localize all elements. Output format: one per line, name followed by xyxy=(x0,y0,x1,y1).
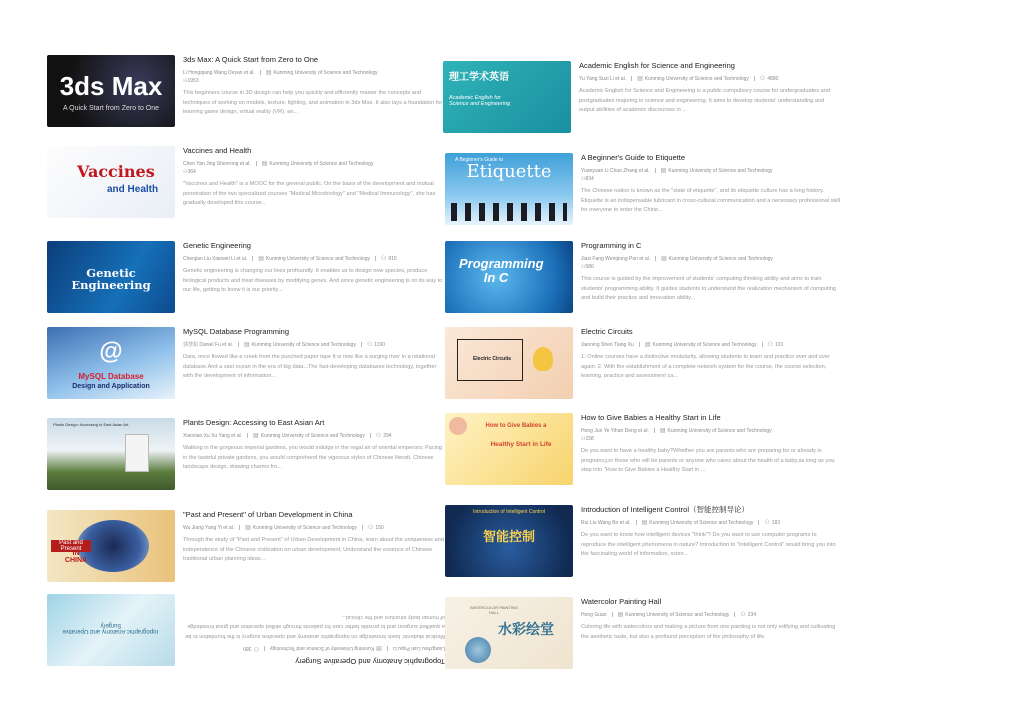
course-meta xyxy=(183,255,445,263)
course-thumbnail[interactable] xyxy=(443,61,571,133)
course-title[interactable]: "Past and Present" of Urban Development in China xyxy=(183,510,353,519)
course-description: Do you want to have a healthy baby?Whether you are parents who are preparing for or already in pregnancy,or those who will be parents or anyone who cares about the health of a baby,as long as you step into "How to Give Babies a Healthy Start in ... xyxy=(581,448,835,473)
thumbnail-title: Programming In C xyxy=(459,256,544,285)
thumbnail-title: 智能控制 xyxy=(482,530,535,545)
course-teachers: Liangzhou Lian Pupu Li xyxy=(392,645,445,651)
university-icon: ▤ xyxy=(261,161,268,167)
course-teachers: Chen Yan Jing Shenrong et al. xyxy=(183,161,251,167)
divider xyxy=(370,433,371,438)
university-icon: ▤ xyxy=(637,76,643,82)
course-card-topographic-anatomy[interactable] xyxy=(47,594,447,674)
course-meta xyxy=(183,524,445,532)
course-title[interactable]: Academic English for Science and Engineering xyxy=(579,61,735,70)
person-icon: ⚇ xyxy=(581,436,586,442)
thumbnail-title: Vaccines xyxy=(77,162,155,181)
person-icon: ⚇ xyxy=(764,520,770,526)
thumbnail-subtitle: and Health xyxy=(107,184,159,195)
course-thumbnail[interactable] xyxy=(445,153,573,225)
thumbnail-title: 3ds Max xyxy=(59,71,163,101)
divider xyxy=(636,520,637,525)
enrolled-count: ⚇364 xyxy=(183,169,196,175)
course-teachers: 郭慧娟 Daniel Fu et al. xyxy=(183,342,234,348)
person-icon: ⚇ xyxy=(581,176,586,182)
course-title[interactable]: MySQL Database Programming xyxy=(183,327,290,336)
course-thumbnail[interactable] xyxy=(47,510,175,582)
course-title[interactable]: Programming in C xyxy=(581,241,642,250)
university-icon: ▤ xyxy=(659,428,666,434)
divider xyxy=(655,168,656,173)
course-university: Kunming University of Science and Technology xyxy=(668,256,773,262)
course-title[interactable]: Electric Circuits xyxy=(581,327,633,336)
enrolled-count: 380 xyxy=(243,645,252,651)
enrolled-count: ⚇158 xyxy=(581,436,594,442)
lightbulb-icon xyxy=(533,347,553,371)
course-teachers: Rui Liu Wang Bo et al. xyxy=(581,520,631,526)
enrolled-count: ⚇834 xyxy=(581,176,594,182)
course-teachers: Chenjian Liu Xiaowei Li et al. xyxy=(183,256,248,262)
course-thumbnail[interactable] xyxy=(47,241,175,313)
divider xyxy=(387,646,388,651)
university-icon: ▤ xyxy=(265,70,272,76)
course-title[interactable]: Genetic Engineering xyxy=(183,241,251,250)
enrolled-count: 1190 xyxy=(374,342,385,348)
course-card-programming-c[interactable] xyxy=(445,241,845,321)
thumbnail-title: Genetic Engineering xyxy=(71,266,151,293)
thumbnail-title: Plants Design: Accessing to East Asian Art xyxy=(53,422,129,427)
course-title[interactable]: Plants Design: Accessing to East Asian Art xyxy=(183,418,325,427)
course-card-genetic-engineering[interactable] xyxy=(47,241,447,321)
person-icon: ⚇ xyxy=(740,612,746,618)
course-thumbnail[interactable] xyxy=(47,55,175,127)
thumbnail-subtitle: Introduction of Intelligent Control xyxy=(473,509,545,515)
person-icon: ⚇ xyxy=(366,342,373,348)
divider xyxy=(247,433,248,438)
person-icon: ⚇ xyxy=(759,76,766,82)
course-thumbnail[interactable] xyxy=(47,418,175,490)
course-description: Genetic engineering is changing our lives profoundly. It enables us to design new species, produce biological products and treat diseases by modifying genes. And since genetic engineering is on its way to our life, getting to know it is our priority... xyxy=(183,268,443,293)
divider xyxy=(758,520,759,525)
divider xyxy=(264,646,265,651)
course-meta xyxy=(581,255,843,263)
course-card-mysql[interactable] xyxy=(47,327,447,407)
university-icon: ▤ xyxy=(244,342,250,348)
course-title[interactable]: How to Give Babies a Healthy Start in Life xyxy=(581,413,721,422)
person-icon: ⚇ xyxy=(375,433,382,439)
course-thumbnail[interactable] xyxy=(47,146,175,218)
people-figures xyxy=(451,203,567,221)
course-thumbnail[interactable] xyxy=(47,327,175,399)
thumbnail-title: How to Give Babies a xyxy=(485,423,547,429)
course-card-urban-development[interactable] xyxy=(47,510,447,590)
course-university: Kunming University of Science and Technology xyxy=(625,612,730,618)
course-meta xyxy=(183,69,445,77)
course-teachers: Wu Jiang Yang Yi et al. xyxy=(183,525,235,531)
course-description: This course is guided by the improvement of students' computing thinking ability and aims to train students' programming ability. It guides students to understand the realization mechanism of computing and build their practice and innovation ability... xyxy=(581,276,836,301)
divider xyxy=(260,70,261,75)
course-meta xyxy=(581,341,843,349)
course-university: Kunming University of Science and Technology xyxy=(269,645,375,651)
flower-image xyxy=(465,637,491,663)
course-university: Kunming University of Science and Technology xyxy=(269,161,374,167)
course-description: Coloring life with watercolors and making a picture from one painting is not only edifying and cultivating the aesthetic taste, but also a profound perception of the philosophy of life. xyxy=(581,624,836,640)
divider xyxy=(375,256,376,261)
course-card-plants-design[interactable] xyxy=(47,418,447,498)
course-card-vaccines[interactable] xyxy=(47,146,447,226)
course-description: 1. Online courses have a distinctive modularity, allowing students to learn and practice over and over again. 2. With the establishment of a complete network system for the course, the course selection, learning, practice and assessment ca... xyxy=(581,354,830,379)
thumbnail-title: Electric Circuits xyxy=(472,356,512,362)
course-university: Kunming University of Science and Technology xyxy=(251,342,356,348)
divider xyxy=(655,256,656,261)
course-title[interactable]: A Beginner's Guide to Etiquette xyxy=(581,153,686,162)
course-thumbnail[interactable] xyxy=(445,327,573,399)
divider xyxy=(639,342,640,347)
thumbnail-title: Past and Present xyxy=(51,540,91,552)
thumbnail-subtitle: A Quick Start from Zero to One xyxy=(62,105,160,112)
university-icon: ▤ xyxy=(376,645,382,651)
course-card-etiquette[interactable] xyxy=(445,153,845,233)
divider xyxy=(754,76,755,81)
course-meta xyxy=(581,167,843,175)
course-card-3ds-max[interactable] xyxy=(47,55,447,135)
course-description: "Vaccines and Health" is a MOOC for the general public. On the basis of the development and mutual penetration of the two specialized courses "Medical Microbiology" and "Medical Immunology", she has gradually developed this course... xyxy=(183,181,436,206)
course-meta xyxy=(581,519,843,527)
course-teachers: Li Hongqiang Wang Deyan et al. xyxy=(183,70,255,76)
course-title[interactable]: Topographic Anatomy and Operative Surgery xyxy=(295,657,445,666)
course-meta xyxy=(581,427,843,435)
enrolled-count: 234 xyxy=(747,612,757,618)
course-thumbnail[interactable] xyxy=(445,241,573,313)
thumbnail-title: MySQL Database xyxy=(78,372,144,381)
enrolled-count: 150 xyxy=(375,525,384,531)
person-icon: ⚇ xyxy=(581,264,586,270)
divider xyxy=(734,612,735,617)
university-icon: ▤ xyxy=(258,256,264,262)
enrolled-count: ⚇1953 xyxy=(183,78,199,84)
course-description: Academic English for Science and Engineering is a public compulsory course for undergraduates and postgraduates majoring in science and engineering. It aims to develop students' understanding and output abilities of academic discourses in ... xyxy=(579,88,830,113)
thumbnail-subtitle: IN CHINA xyxy=(64,550,88,564)
course-card-healthy-babies[interactable] xyxy=(445,413,845,493)
course-university: Kunming University of Science and Technology xyxy=(667,428,772,434)
university-icon: ▤ xyxy=(644,342,651,348)
course-teachers: Yuanyuan Li Chao Zhang et al. xyxy=(581,168,650,174)
thumbnail-subtitle: Design and Application xyxy=(72,383,150,390)
course-university: Kunming University of Science and Technology xyxy=(273,70,378,76)
divider xyxy=(762,342,763,347)
course-description: Through the study of "Past and Present" of Urban Development in China, learn about the uniqueness and independence of the Chinese civilization on urban development; Understand the essence of Chinese traditional urban planning ideas... xyxy=(183,537,444,562)
divider xyxy=(631,76,632,81)
course-title[interactable]: 3ds Max: A Quick Start from Zero to One xyxy=(183,55,319,64)
course-description: Do you want to know how intelligent devices "think"? Do you want to use computer programs to reproduce the intelligent phenomena in nature? Introduction to "Intelligent Control" would bring you into the fascinating world of information, scien... xyxy=(581,532,836,557)
divider xyxy=(362,525,363,530)
course-teachers: Yu Yang Suzi Li et al. xyxy=(579,76,627,82)
course-thumbnail[interactable] xyxy=(445,597,573,669)
enrolled-count: 4880 xyxy=(767,76,779,82)
thumbnail-title: Etiquette xyxy=(466,161,552,182)
baby-image xyxy=(449,417,467,435)
person-icon: ⚇ xyxy=(367,525,374,531)
course-title[interactable]: Watercolor Painting Hall xyxy=(581,597,662,606)
thumbnail-title: 理工学术英语 xyxy=(449,72,509,83)
thumbnail-subtitle: WATERCOLOR PAINTING HALL xyxy=(470,605,518,615)
divider xyxy=(654,428,655,433)
person-icon: ⚇ xyxy=(253,645,259,651)
divider xyxy=(612,612,613,617)
course-meta xyxy=(183,432,445,440)
university-icon: ▤ xyxy=(253,433,259,439)
course-university: Kunming University of Science and Technology xyxy=(644,76,749,82)
person-icon: ⚇ xyxy=(381,256,387,262)
course-meta xyxy=(183,341,445,349)
divider xyxy=(256,161,257,166)
divider xyxy=(239,525,240,530)
enrolled-count: ⚇580 xyxy=(581,264,594,270)
course-teachers: Hong Guan xyxy=(581,612,607,618)
course-card-academic-english[interactable] xyxy=(443,61,843,141)
course-meta xyxy=(579,75,841,83)
course-description: This beginners course in 3D design can help you quickly and efficiently master the concepts and techniques of working on models, texture, lighting, and animation in 3ds Max. It also lays a foundation for learning game design, virtual reality (VR), an... xyxy=(183,90,443,115)
university-icon: ▤ xyxy=(641,520,648,526)
person-icon: ⚇ xyxy=(183,78,188,84)
course-title[interactable]: Vaccines and Health xyxy=(183,146,252,155)
enrolled-count: 915 xyxy=(388,256,397,262)
course-meta xyxy=(183,644,445,652)
course-description: Data, once flowed like a creek from the punched paper tape It is now like a surging river in a relational database.And a vast ocean in the era of big data...The fast-developing databases technology, together with the development of information... xyxy=(183,354,437,379)
university-icon: ▤ xyxy=(245,525,251,531)
course-title[interactable]: Introduction of Intelligent Control（智能控制导论） xyxy=(581,505,749,514)
thumbnail-subtitle: Healthy Start in Life xyxy=(490,441,552,448)
divider xyxy=(238,342,239,347)
course-university: Kunming University of Science and Technology xyxy=(265,256,371,262)
course-description: The Chinese nation is known as the "state of etiquette", and its etiquette culture has a long history. Etiquette is an indispensable lubricant in cross-cultural communication and a necessary professional skill for everyone to enter the Chine... xyxy=(581,188,840,213)
course-description: Medical students' basic knowledge on topographic anatomy and operative surgery is the foundation to be a qualified surgeon and to provide better care for patients through skilled operation and great knowledge of human body structure and the clinical... xyxy=(185,614,445,639)
university-icon: ▤ xyxy=(660,168,667,174)
divider xyxy=(252,256,253,261)
pagoda-icon xyxy=(125,434,149,472)
course-meta xyxy=(183,160,445,168)
thumbnail-title: 水彩绘堂 xyxy=(498,622,554,638)
course-teachers: Hong Jun Ye Yihan Deng et al. xyxy=(581,428,649,434)
course-university: Kunming University of Science and Technology xyxy=(252,525,357,531)
course-card-electric-circuits[interactable] xyxy=(445,327,845,407)
enrolled-count: 183 xyxy=(771,520,781,526)
course-teachers: Xiaoxiao Xu Xu Yang et al. xyxy=(183,433,243,439)
enrolled-count: 294 xyxy=(383,433,392,439)
course-meta xyxy=(581,611,843,619)
enrolled-count: 101 xyxy=(775,342,784,348)
university-icon: ▤ xyxy=(617,612,624,618)
person-icon: ⚇ xyxy=(767,342,774,348)
divider xyxy=(361,342,362,347)
course-thumbnail[interactable] xyxy=(47,594,175,666)
course-thumbnail[interactable] xyxy=(445,505,573,577)
university-icon: ▤ xyxy=(661,256,667,262)
thumbnail-subtitle: Academic English for Science and Engineering xyxy=(449,95,511,107)
flipped-course-info xyxy=(183,594,445,666)
database-icon: @ xyxy=(99,338,123,365)
course-description: Walking in the gorgeous imperial gardens, you would indulge in the regal air of oriental emperors; Pacing in the tasteful private gardens, you would comprehend the vigorous styles of Chinese literati. Chinese landscape design, drawing charms fro... xyxy=(183,445,443,470)
course-university: Kunming University of Science and Technology xyxy=(668,168,773,174)
course-university: Kunming University of Science and Technology xyxy=(649,520,754,526)
thumbnail-title: Topographic Anatomy and Operative Surgery xyxy=(62,622,160,634)
course-teachers: Jianning Shen Tiang Xu xyxy=(581,342,634,348)
course-thumbnail[interactable] xyxy=(445,413,573,485)
course-card-intelligent-control[interactable] xyxy=(445,505,845,585)
course-university: Kunming University of Science and Technology xyxy=(260,433,365,439)
person-icon: ⚇ xyxy=(183,169,188,175)
course-university: Kunming University of Science and Technology xyxy=(652,342,757,348)
thumbnail-subtitle: A Beginner's Guide to xyxy=(455,157,504,163)
course-teachers: Jiazi Fang Wenqiong Pan et al. xyxy=(581,256,651,262)
course-card-watercolor[interactable] xyxy=(445,597,845,677)
